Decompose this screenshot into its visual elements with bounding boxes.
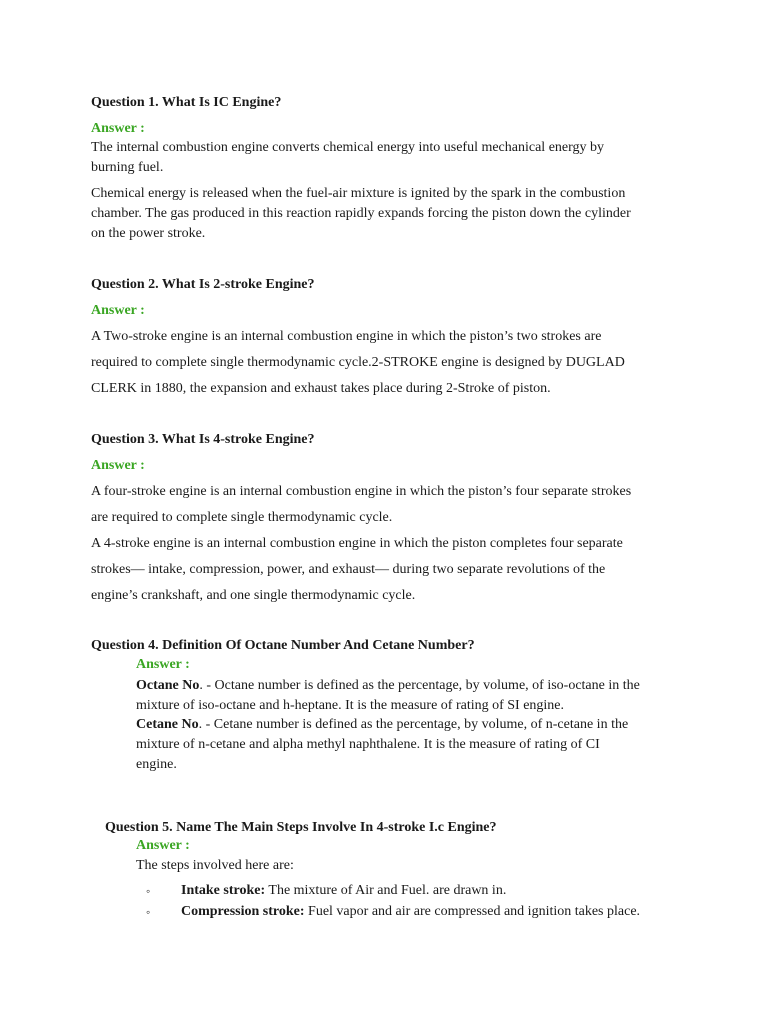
answer-3-para bbox=[91, 479, 631, 609]
question-5-heading: Question 5. Name The Main Steps Involve In 4-stroke I.c Engine? bbox=[105, 820, 497, 835]
cetane-definition: . - Cetane number is defined as the percentage, by volume, of n-cetane in the bbox=[198, 717, 629, 732]
answer-1-para-2 bbox=[91, 184, 631, 244]
list-item bbox=[181, 902, 640, 922]
octane-term: Octane No bbox=[136, 678, 200, 693]
step-term: Compression stroke: bbox=[181, 904, 305, 919]
step-text: Fuel vapor and air are compressed and ignition takes place. bbox=[304, 904, 641, 919]
text-line: engine. bbox=[136, 757, 177, 772]
answer-label: Answer : bbox=[91, 303, 145, 318]
question-4-heading: Question 4. Definition Of Octane Number And Cetane Number? bbox=[91, 638, 475, 653]
text-line: mixture of iso-octane and h-heptane. It is the measure of rating of SI engine. bbox=[136, 698, 565, 713]
answer-4-cetane bbox=[136, 715, 628, 775]
step-text: The mixture of Air and Fuel. are drawn in. bbox=[265, 883, 507, 898]
text-line: A 4-stroke engine is an internal combustion engine in which the piston completes four separate bbox=[91, 536, 623, 551]
answer-label: Answer : bbox=[136, 838, 190, 853]
list-item bbox=[181, 881, 506, 901]
question-3-heading: Question 3. What Is 4-stroke Engine? bbox=[91, 432, 315, 447]
bullet-icon: ◦ bbox=[146, 905, 151, 919]
answer-5-intro: The steps involved here are: bbox=[136, 858, 294, 873]
question-2-heading: Question 2. What Is 2-stroke Engine? bbox=[91, 277, 315, 292]
bullet-icon: ◦ bbox=[146, 884, 151, 898]
text-line: CLERK in 1880, the expansion and exhaust takes place during 2-Stroke of piston. bbox=[91, 381, 551, 396]
text-line: chamber. The gas produced in this reaction rapidly expands forcing the piston down the cylinder bbox=[91, 206, 631, 221]
answer-label: Answer : bbox=[91, 458, 145, 473]
step-term: Intake stroke: bbox=[181, 883, 266, 898]
text-line bbox=[136, 676, 640, 696]
answer-4-octane bbox=[136, 676, 640, 716]
answer-1-para-1 bbox=[91, 138, 604, 178]
text-line: required to complete single thermodynamic cycle.2-STROKE engine is designed by DUGLAD bbox=[91, 355, 625, 370]
answer-label: Answer : bbox=[91, 121, 145, 136]
text-line: The internal combustion engine converts chemical energy into useful mechanical energy by bbox=[91, 140, 605, 155]
text-line: strokes— intake, compression, power, and exhaust— during two separate revolutions of the bbox=[91, 562, 606, 577]
text-line: burning fuel. bbox=[91, 160, 164, 175]
cetane-term: Cetane No bbox=[136, 717, 199, 732]
text-line: A four-stroke engine is an internal combustion engine in which the piston’s four separate strokes bbox=[91, 484, 632, 499]
answer-label: Answer : bbox=[136, 657, 190, 672]
text-line bbox=[136, 715, 628, 735]
octane-definition: . - Octane number is defined as the percentage, by volume, of iso-octane in the bbox=[199, 678, 640, 693]
answer-2-para bbox=[91, 324, 625, 402]
text-line: are required to complete single thermodynamic cycle. bbox=[91, 510, 393, 525]
text-line: Chemical energy is released when the fuel-air mixture is ignited by the spark in the combustion bbox=[91, 186, 626, 201]
text-line: on the power stroke. bbox=[91, 226, 206, 241]
question-1-heading: Question 1. What Is IC Engine? bbox=[91, 95, 282, 110]
text-line: mixture of n-cetane and alpha methyl naphthalene. It is the measure of rating of CI bbox=[136, 737, 600, 752]
text-line: A Two-stroke engine is an internal combustion engine in which the piston’s two strokes are bbox=[91, 329, 602, 344]
text-line: engine’s crankshaft, and one single thermodynamic cycle. bbox=[91, 588, 416, 603]
